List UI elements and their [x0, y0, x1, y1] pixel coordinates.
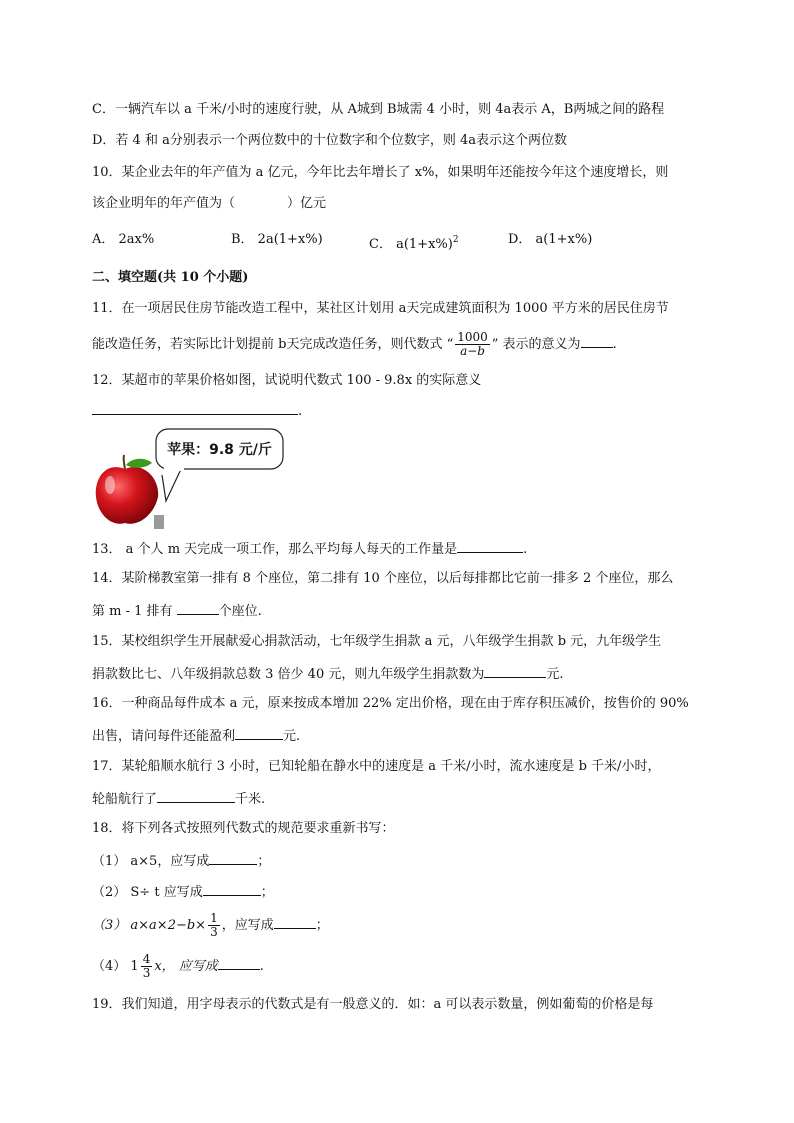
- q16-line2: [92, 725, 300, 747]
- q17-line2-before: 轮船航行了: [92, 792, 158, 807]
- q10-option-c: [369, 230, 459, 255]
- q17-line2-after: 千米.: [235, 792, 266, 807]
- q13-text: 13． a 个人 m 天完成一项工作，那么平均每人每天的工作量是: [92, 542, 458, 557]
- apple-icon: [96, 455, 158, 524]
- q18-item4-after: x， 应写成: [154, 959, 218, 974]
- q13-end: .: [523, 542, 528, 557]
- q10-option-c-exponent: 2: [452, 235, 459, 245]
- apple-price-label: 苹果：9.8 元/斤: [167, 442, 272, 458]
- apple-shadow-block: [154, 515, 164, 529]
- q18-item4-text: （4） 1: [92, 959, 139, 974]
- q18-item3-after: ，应写成: [221, 918, 274, 933]
- q17-line2: [92, 788, 265, 810]
- q12-line2-end: .: [298, 404, 303, 419]
- q11-fraction-numerator: 1000: [457, 330, 488, 344]
- q18-item1-blank[interactable]: [209, 850, 257, 865]
- q18-item3: [92, 908, 329, 944]
- q10-option-a: A． 2ax%: [92, 232, 155, 247]
- q12-answer-blank[interactable]: [92, 400, 298, 415]
- q15-line2-after: 元.: [546, 667, 564, 682]
- q16-line2-before: 出售，请问每件还能盈利: [92, 729, 236, 744]
- q13-answer-blank[interactable]: [457, 538, 523, 553]
- q17-line1: 17．某轮船顺水航行 3 小时，已知轮船在静水中的速度是 a 千米/小时，流水速度是 b 千米/小时，: [92, 759, 661, 774]
- q11-line2-before: 能改造任务，若实际比计划提前 b天完成改造任务，则代数式 “: [92, 337, 454, 352]
- q10-stem-line1: 10．某企业去年的年产值为 a 亿元，今年比去年增长了 x%，如果明年还能按今年这个速度增长，则: [92, 165, 669, 180]
- q18-item4-fraction-denominator: 3: [142, 966, 151, 980]
- q10-option-c-text: C． a(1+x%): [369, 237, 453, 252]
- q11-line2: [92, 328, 617, 362]
- q18-intro: 18．将下列各式按照列代数式的规范要求重新书写：: [92, 821, 395, 836]
- q18-item3-end: ；: [315, 918, 329, 933]
- q18-item3-blank[interactable]: [274, 914, 316, 929]
- q15-line2-before: 捐款数比七、八年级捐款总数 3 倍少 40 元，则九年级学生捐款数为: [92, 667, 485, 682]
- q17-answer-blank[interactable]: [157, 788, 235, 803]
- q11-fraction-denominator: a−b: [460, 344, 485, 358]
- q18-item1-end: ；: [257, 854, 271, 869]
- q9-option-d: D．若 4 和 a分别表示一个两位数中的十位数字和个位数字，则 4a表示这个两位数: [92, 133, 567, 148]
- q18-item1-text: （1） a×5，应写成: [92, 854, 210, 869]
- q16-answer-blank[interactable]: [235, 725, 283, 740]
- q19-line1: 19．我们知道，用字母表示的代数式是有一般意义的．如：a 可以表示数量，例如葡萄的价格是每: [92, 997, 654, 1012]
- speech-bubble-tail: [162, 467, 182, 501]
- section-title: 二、填空题(共 10 个小题): [92, 270, 249, 285]
- q11-fraction: [455, 331, 490, 358]
- q15-line1: 15．某校组织学生开展献爱心捐款活动，七年级学生捐款 a 元，八年级学生捐款 b 元，九年级学生: [92, 634, 662, 649]
- q14-line2-after: 个座位.: [218, 604, 262, 619]
- q18-item4: [92, 949, 264, 985]
- q11-line2-end: .: [612, 337, 617, 352]
- q11-answer-blank[interactable]: [581, 333, 613, 348]
- q14-answer-blank[interactable]: [177, 600, 219, 615]
- q15-line2: [92, 663, 563, 685]
- q16-line1: 16．一种商品每件成本 a 元，原来按成本增加 22% 定出价格，现在由于库存积压减价，按售价的 90%: [92, 696, 689, 711]
- q14-line2: [92, 600, 262, 622]
- q14-line1: 14．某阶梯教室第一排有 8 个座位，第二排有 10 个座位，以后每排都比它前一排多 2 个座位，那么: [92, 571, 674, 586]
- q18-item4-fraction: [141, 953, 153, 980]
- q18-item2-blank[interactable]: [203, 881, 261, 896]
- q10-option-d: D． a(1+x%): [508, 232, 593, 247]
- q18-item3-fraction: [208, 912, 220, 939]
- q10-stem-line2: 该企业明年的年产值为（ ）亿元: [92, 196, 327, 211]
- q18-item1: [92, 850, 270, 872]
- q14-line2-before: 第 m - 1 排有: [92, 604, 177, 619]
- q10-option-b: B． 2a(1+x%): [231, 232, 323, 247]
- q16-line2-after: 元.: [283, 729, 301, 744]
- q15-answer-blank[interactable]: [484, 663, 546, 678]
- q9-option-c: C．一辆汽车以 a 千米/小时的速度行驶，从 A城到 B城需 4 小时，则 4a表示 A，B两城之间的路程: [92, 102, 665, 117]
- q18-item3-fraction-denominator: 3: [210, 925, 218, 939]
- q11-line2-after: ” 表示的意义为: [491, 337, 581, 352]
- q12-line1: 12．某超市的苹果价格如图，试说明代数式 100 - 9.8x 的实际意义: [92, 373, 482, 388]
- q18-item2-end: ；: [260, 885, 274, 900]
- q18-item4-end: .: [259, 959, 264, 974]
- q12-line2: [92, 400, 302, 422]
- speech-bubble-joint: [164, 463, 184, 471]
- q18-item4-blank[interactable]: [218, 955, 260, 970]
- q18-item4-fraction-numerator: 4: [142, 952, 151, 966]
- q18-item3-text: （3） a×a×2−b×: [92, 918, 207, 933]
- apple-price-illustration: [92, 423, 292, 535]
- q18-item3-fraction-numerator: 1: [210, 911, 218, 925]
- q18-item2: [92, 881, 274, 903]
- q13: [92, 538, 527, 560]
- q18-item2-text: （2） S÷ t 应写成: [92, 885, 203, 900]
- q11-line1: 11．在一项居民住房节能改造工程中，某社区计划用 a天完成建筑面积为 1000 平方米的居民住房节: [92, 301, 669, 316]
